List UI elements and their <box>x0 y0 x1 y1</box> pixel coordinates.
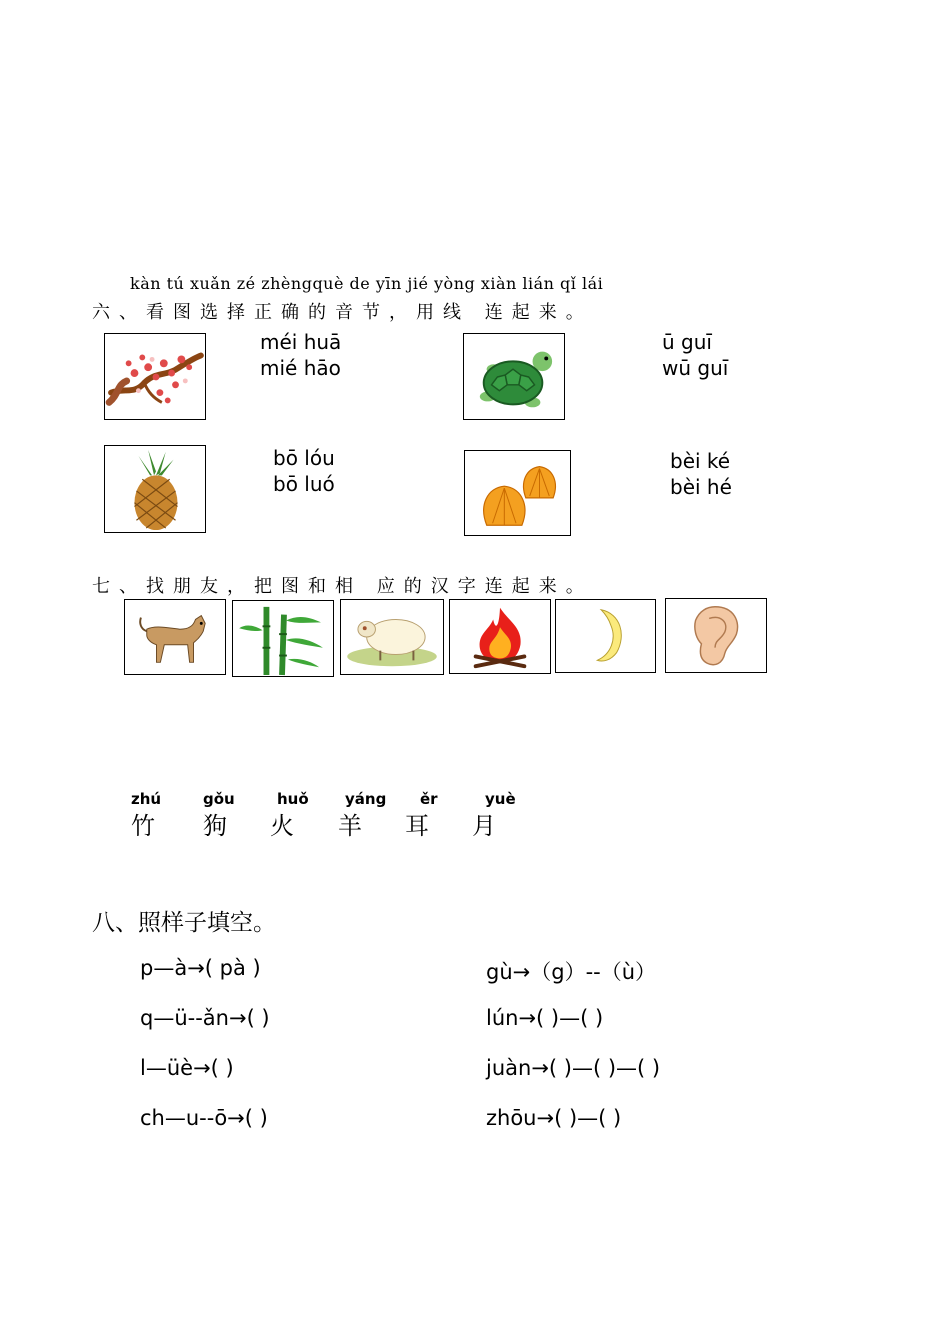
plum-blossom-icon <box>105 334 205 419</box>
bamboo-icon <box>233 601 333 676</box>
plum-blossom-picture[interactable] <box>104 333 206 420</box>
char-hanzi-gou[interactable]: 狗 <box>203 812 227 840</box>
example-right-1[interactable]: gù→（g）--（ù） <box>486 960 657 984</box>
ear-icon <box>666 599 766 672</box>
seashell-icon <box>465 451 570 535</box>
seashell-picture[interactable] <box>464 450 571 536</box>
char-pinyin-gou: gǒu <box>203 790 235 808</box>
char-pinyin-yue: yuè <box>485 790 516 808</box>
pineapple-icon <box>105 446 205 532</box>
fire-picture[interactable] <box>449 599 551 674</box>
sheep-icon <box>341 600 443 674</box>
example-right-4[interactable]: zhōu→( )—( ) <box>486 1106 622 1130</box>
section7-title: 七、找朋友，把图和相 应的汉字连起来。 <box>92 576 593 597</box>
turtle-icon <box>464 334 564 419</box>
pineapple-option-2[interactable]: bō luó <box>273 472 335 496</box>
pineapple-picture[interactable] <box>104 445 206 533</box>
moon-icon <box>556 600 655 672</box>
turtle-option-2[interactable]: wū guī <box>662 356 729 380</box>
char-pinyin-er: ěr <box>420 790 438 808</box>
sheep-picture[interactable] <box>340 599 444 675</box>
section6-title: 六、看图选择正确的音节，用线 连起来。 <box>92 302 593 323</box>
char-hanzi-zhu[interactable]: 竹 <box>131 812 155 840</box>
moon-picture[interactable] <box>555 599 656 673</box>
seashell-option-2[interactable]: bèi hé <box>670 475 732 499</box>
section8-title: 八、照样子填空。 <box>92 910 276 936</box>
pineapple-option-1[interactable]: bō lóu <box>273 446 335 470</box>
example-left-4[interactable]: ch—u--ō→( ) <box>140 1106 268 1130</box>
char-hanzi-huo[interactable]: 火 <box>270 812 294 840</box>
example-left-2[interactable]: q—ü--ǎn→( ) <box>140 1006 270 1030</box>
plum-option-2[interactable]: mié hāo <box>260 356 341 380</box>
char-pinyin-zhu: zhú <box>131 790 162 808</box>
bamboo-picture[interactable] <box>232 600 334 677</box>
seashell-option-1[interactable]: bèi ké <box>670 449 731 473</box>
turtle-picture[interactable] <box>463 333 565 420</box>
dog-icon <box>125 600 225 674</box>
char-pinyin-huo: huǒ <box>277 790 309 808</box>
fire-icon <box>450 600 550 673</box>
plum-option-1[interactable]: méi huā <box>260 330 342 354</box>
example-right-3[interactable]: juàn→( )—( )—( ) <box>486 1056 661 1080</box>
ear-picture[interactable] <box>665 598 767 673</box>
example-left-1[interactable]: p—à→( pà ) <box>140 956 261 980</box>
turtle-option-1[interactable]: ū guī <box>662 330 712 354</box>
example-right-2[interactable]: lún→( )—( ) <box>486 1006 604 1030</box>
char-hanzi-yang[interactable]: 羊 <box>338 812 362 840</box>
section6-pinyin: kàn tú xuǎn zé zhèngquè de yīn jié yòng xiàn lián qǐ lái <box>130 274 604 293</box>
char-hanzi-er[interactable]: 耳 <box>405 812 429 840</box>
dog-picture[interactable] <box>124 599 226 675</box>
example-left-3[interactable]: l—üè→( ) <box>140 1056 234 1080</box>
char-pinyin-yang: yáng <box>345 790 387 808</box>
char-hanzi-yue[interactable]: 月 <box>472 812 496 840</box>
